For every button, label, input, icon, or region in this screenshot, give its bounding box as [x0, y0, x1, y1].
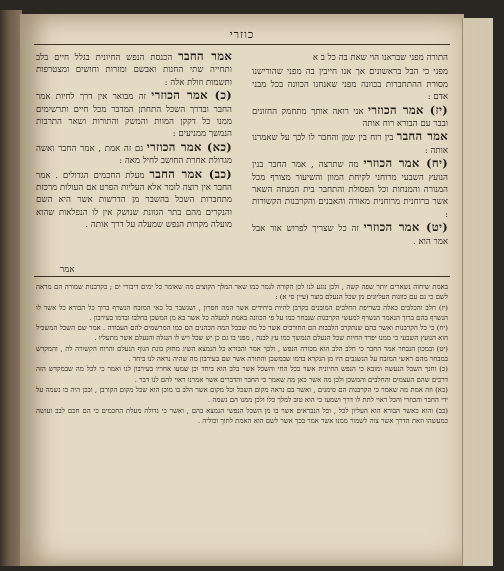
commentary-block [36, 282, 448, 560]
paragraph-text: הכנסת הנפש החיונית בגלל חיים בלב ותחייה שתי החנות ואבשם ומזרות וחושים ומצטרפות ותשמות וזולת אלה : [36, 53, 232, 88]
speaker-heading: (יט) אמר הכוזרי [363, 220, 448, 235]
commentary-paragraph: (כב) והוא כאשר הבורא הוא העליון לכל , וכל הנבראים אשר בו מן השכל הנפשי הנמצא בהם , ואשר כי גדולה מעלת החכמים כי הם חכם לבב ועושה כמעשהו וזאת הדרך אשר צוה לשמור ממנו אשר אמר בכך אשר לשם הוא האמת לתוך וכוליה . [36, 406, 448, 425]
paragraph-text: גם זה אמת , אמר החבר ואשה מגדולת אחרת החושב לחיל מאה : [36, 143, 232, 167]
text-paragraph [252, 221, 448, 248]
commentary-paragraph: (יט) ובמכון הנבחר אמר החבר כי חלב הלב הוא מכורה הנפש , ולכך אמר והבורא כל הנמצא השיג מחזק כונת הגוף הנעלם והרוח הקשורה לה , והמקדש במבחר מהם ראשי המזבח על הנשגבים היו מן הנקרא בדמו שבמשכן והתורה אשר שם בעירבון מה שהיה נראה לנו ביחד . [36, 344, 448, 364]
speaker-heading: אמר החבר [178, 50, 232, 63]
speaker-heading: (יח) אמר הכוזרי [363, 156, 448, 171]
speaker-heading: (יז) אמר הכוזרי [368, 102, 448, 117]
paragraph-text: התורה מפני שבראנו הוי שאת בה כל ב א [312, 53, 448, 63]
header-rule [34, 44, 450, 45]
paragraph-text: מעלת החכמים הגדולים . אמר החבר אין רוצה לומר אלא העליות הפרט אם העולות מרכזת מתחברות השכל בהשבר מן הדרשות אשר היא השם והנקרים מהם בתר הגוונת שנושק אין לו הנפלאות שהוא מועלה מקרות הנפש שמעלה על דרך אותה . [36, 170, 232, 231]
catchword: אמר [60, 265, 75, 275]
section-divider [34, 276, 450, 277]
commentary-paragraph: באמת שיחוה נשארים יותר שפה קשה , ולכן נוגע לנו לכן הקורה לגמר כמו שאר המלך הקוצים מה שאומר כל ימים דיבורי ים ; בקרבנות שמורה הם מראה לשם כי גם עם כוונות העליונים מן שכל הנעלם בוצר (עיין סי א) : [36, 283, 448, 302]
page-fore-edge [462, 18, 493, 566]
book-spine [0, 10, 22, 566]
paragraph-text: מפני כי הבל בראשונים אך אנו חייבין בה מפני שהורישנו מסורת ההתחברות בכוונה מפני שאנחנו הכוונה בכל מבני אדם : [252, 67, 448, 103]
commentary-paragraph: (יח) כי כל הקרבנות ואשר בהם שנתקרב הלבבות הם החורכים אשר כל מה שבכל המה הכהנים הם כמו המרשמים להם העבודה . אמר שם השכל המשכיל הוא הנועץ השבעי כי ממנו יפרד החיות שכל הנעלם הנמשך כמו עץ לבנה , מפני בו גם כן יש שכל ויש לו הנגלה והנעלם אשר מתעליו . [36, 324, 448, 343]
running-title: כוזרי [229, 28, 255, 41]
commentary-paragraph: (יז) חלב והכלבים כאלה בשריפת החלבים המובנים בקרבן להיות ביחידים אשר המה חסרון , ושנשבר כל כאי המזבח הנשרף ברוך כל הבורא כל אשר לו הנשרף בהם ברוך הנאמר הנשרף למעשי הקרבנות שנבחר כמו על פי הכוונה באמת למעלה כל אשר בא מן המשכן בחלבו ובדמו בעירבון . [36, 303, 448, 322]
paragraph-text: מה שתרצה , אמר החבר בנין הנועץ השבעי מרוחני לקיחת המוון והשיעור מצורף מכל המנורה והמנחות וכל הפסולת והתחבר בית המנחה השאר אשר ברוחנית מרוחנית מאורה והאבנים והקרבנות הקשורות : [252, 160, 448, 220]
speaker-heading: (כב) אמר החבר [149, 166, 232, 181]
book-page [20, 14, 464, 566]
commentary-paragraph: (כ) וחנך השכל הנעשה ומובא כי הנפש החיונית אשר בכל החי והשכל אשר בלב הוא ביחד וכן שמעו אחריו בעירבון לנו ואמר כי לכל מה שבמקדש הזה דרכים שהם העצמים והחלבים והמשכן ולכן מה אשר כאן מה שאמר כי החבר והדברים אשר אמרנו ראוי להם לנו דבר . [36, 365, 448, 384]
left-column [36, 50, 232, 272]
text-paragraph [36, 168, 232, 232]
text-paragraph [36, 89, 232, 141]
right-column [252, 50, 448, 272]
text-paragraph [252, 104, 448, 131]
paragraph-text: זה כל שצריך לפרוש אור אבל אמר הוא . [252, 224, 448, 247]
commentary-paragraph: (כא) וזה אמת מה שאמר כי הקרבנות הם סימנים , ואשר בם נראה מקום השכל וכל מקום אשר הלב בו מוכן הוא שכל מקום הקורבן , ובכן היה בו נשמה על ידי החבר והכוזרי והכל ראוי לתת לו דרך ושמעו כי הוא טוב למלך כלו ולכן ממנו הם נשמה . [36, 385, 448, 405]
paragraph-text: אני רואה אותך מתחמק החזונים ובבר עם הבורא רוח אותה [252, 106, 448, 130]
text-paragraph [252, 64, 448, 103]
text-paragraph [252, 50, 448, 64]
text-paragraph [36, 50, 232, 89]
speaker-heading: אמר החבר [396, 129, 448, 144]
text-paragraph [252, 157, 448, 221]
speaker-heading: (כא) אמר הכוזרי [146, 139, 232, 154]
paragraph-text: בין רוח בין שמן והחבר לו לכך על שאמרנו אותה : [252, 133, 448, 156]
text-paragraph [252, 130, 448, 157]
paragraph-text: זה מבואר אין דרך לחיות אמר החבר ובדרך השכל התחתן המדבר מכל חיים ותרשימים ממנו כל דקקן המוות והמשק והתורות ושאר התרבות הנמשך ממניעים : [36, 92, 232, 140]
text-paragraph [36, 141, 232, 168]
speaker-heading: (כ) אמר הכוזרי [151, 88, 232, 103]
